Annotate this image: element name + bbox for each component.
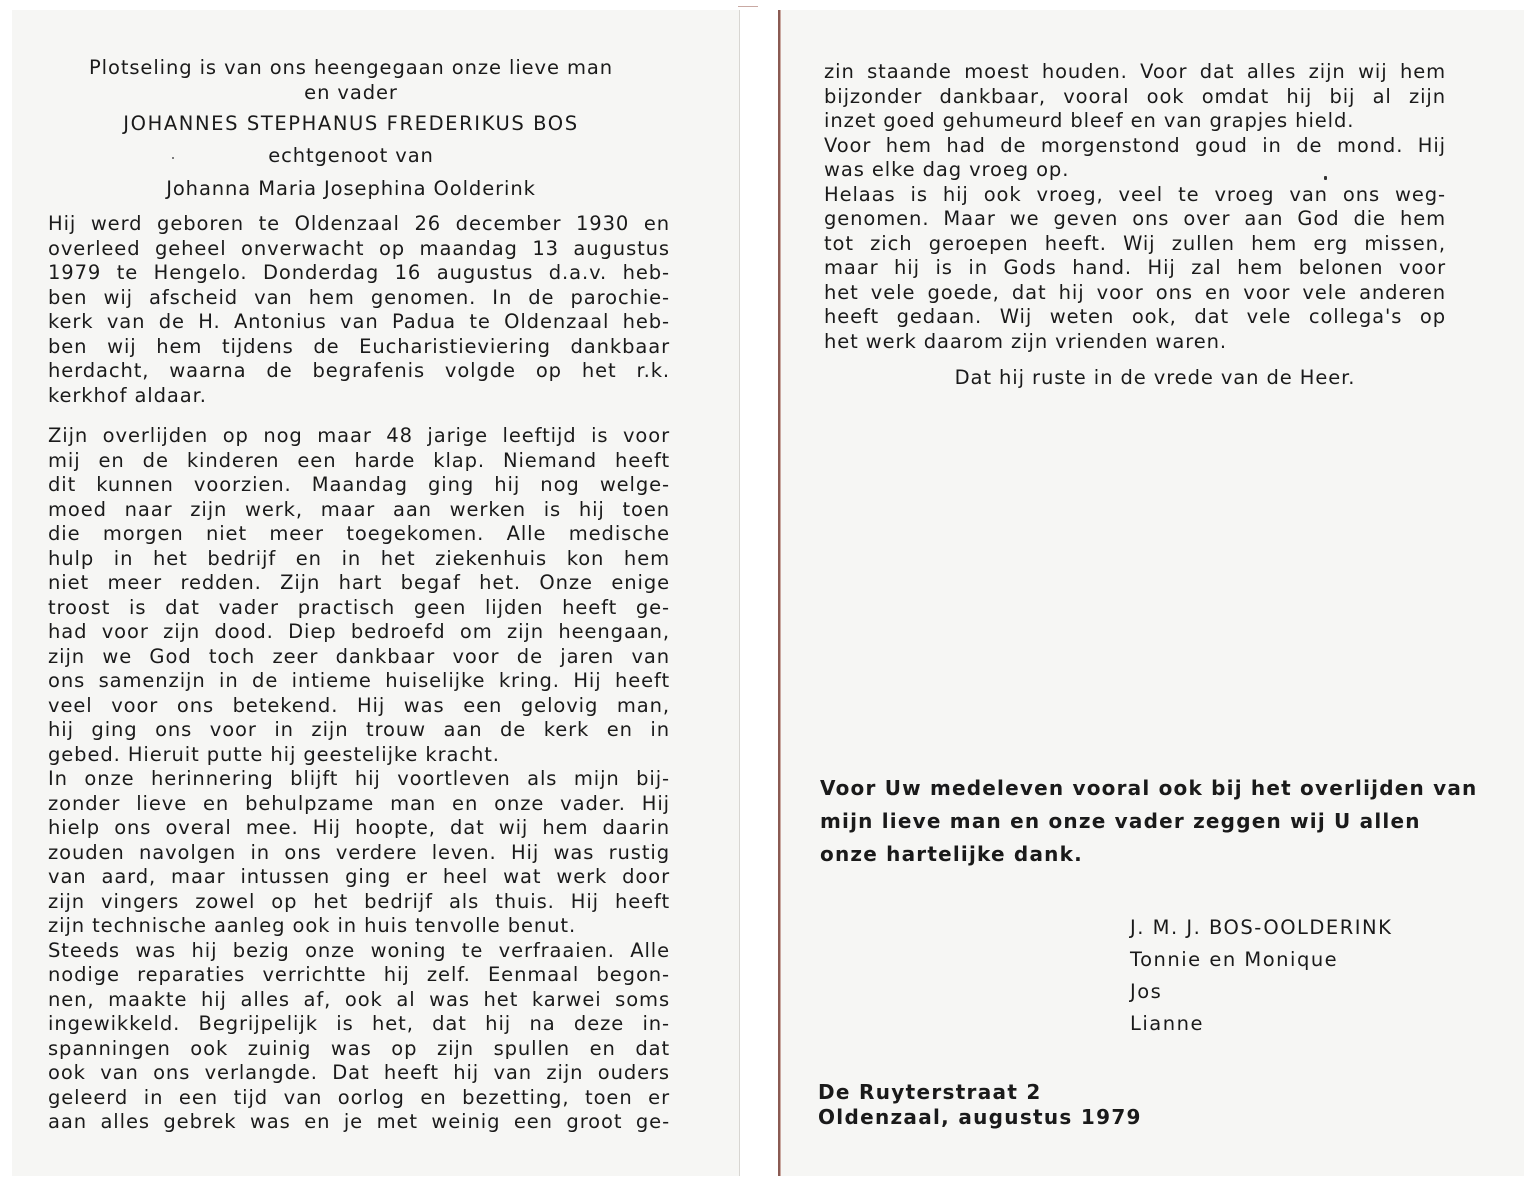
signer-name: J. M. J. BOS-OOLDERINK (1130, 916, 1393, 939)
text-line: zijn we God toch zeer dankbaar voor de jaren van (48, 644, 670, 668)
address-place-date: Oldenzaal, augustus 1979 (818, 1105, 1142, 1129)
text-line: inzet goed gehumeurd bleef en van grapjes hield. (824, 109, 1355, 132)
intro-line-2: en vader (304, 81, 398, 104)
text-line: troost is dat vader practisch geen lijden heeft ge- (48, 595, 670, 619)
text-line: bijzonder dankbaar, vooral ook omdat hij bij al zijn (824, 84, 1446, 108)
text-line: Zijn overlijden op nog maar 48 jarige leeftijd is voor (48, 424, 670, 447)
address-block (818, 1080, 1238, 1130)
text-line: die morgen niet meer toegekomen. Alle medische (48, 522, 670, 545)
deceased-name: JOHANNES STEPHANUS FREDERIKUS BOS (123, 112, 579, 135)
text-line: zijn vingers zowel op het bedrijf als thuis. Hij heeft (48, 889, 670, 913)
text-line: moed naar zijn werk, maar aan werken is hij toen (48, 497, 670, 521)
text-line: In onze herinnering blijft hij voortleven als mijn bij- (48, 767, 670, 790)
spouse-label: echtgenoot van (268, 144, 434, 167)
text-line: herdacht, waarna de begrafenis volgde op het r.k. (48, 359, 670, 382)
text-line: tot zich geroepen heeft. Wij zullen hem erg missen, (824, 231, 1446, 255)
text-line: ons samenzijn in de intieme huiselijke kring. Hij heeft (48, 669, 670, 692)
spouse-name: Johanna Maria Josephina Oolderink (166, 177, 536, 200)
text-line: gebed. Hieruit putte hij geestelijke kracht. (48, 742, 500, 766)
paragraph-birth-death (48, 212, 670, 408)
text-line: ook van ons verlangde. Dat heeft hij van zijn ouders (48, 1061, 670, 1084)
text-line: mijn lieve man en onze vader zeggen wij U allen (820, 809, 1421, 833)
paragraph-continuation (824, 60, 1446, 354)
text-line: Helaas is hij ook vroeg, veel te vroeg van ons weg- (824, 182, 1446, 206)
text-line: genomen. Maar we geven ons over aan God die hem (824, 207, 1446, 230)
signer-name: Lianne (1130, 1012, 1204, 1035)
text-line: zijn technische aanleg ook in huis tenvolle benut. (48, 914, 577, 937)
address-street: De Ruyterstraat 2 (818, 1080, 1042, 1104)
signer-name: Jos (1130, 980, 1163, 1003)
text-line: geleerd in een tijd van oorlog en bezetting, toen er (48, 1085, 670, 1109)
text-line: ben wij afscheid van hem genomen. In de parochie- (48, 285, 670, 309)
text-line: spanningen ook zuinig was op zijn spullen en dat (48, 1036, 670, 1060)
text-line: mij en de kinderen een harde klap. Niemand heeft (48, 448, 670, 472)
text-line: hielp ons overal mee. Hij hoopte, dat wij hem daarin (48, 816, 670, 839)
text-line: hij ging ons voor in zijn trouw aan de kerk en in (48, 718, 670, 741)
closing-prayer: Dat hij ruste in de vrede van de Heer. (954, 366, 1356, 389)
fold-mark (738, 6, 758, 11)
thanks-message (820, 772, 1478, 871)
text-line: onze hartelijke dank. (820, 842, 1083, 866)
text-line: niet meer redden. Zijn hart begaf het. Onze enige (48, 571, 670, 594)
text-line: maar hij is in Gods hand. Hij zal hem belonen voor (824, 256, 1446, 279)
text-line: Voor hem had de morgenstond goud in de mond. Hij (824, 133, 1446, 157)
text-line: overleed geheel onverwacht op maandag 13 augustus (48, 236, 670, 260)
text-line: Steeds was hij bezig onze woning te verfraaien. Alle (48, 938, 670, 962)
text-line: heeft gedaan. Wij weten ook, dat vele collega's op (824, 305, 1446, 328)
text-line: kerk van de H. Antonius van Padua te Oldenzaal heb- (48, 310, 670, 333)
text-line: kerkhof aldaar. (48, 383, 207, 407)
text-line: 1979 te Hengelo. Donderdag 16 augustus d.a.v. heb- (48, 261, 670, 284)
signers-list (1130, 912, 1450, 1040)
text-line: Hij werd geboren te Oldenzaal 26 december 1930 en (48, 212, 670, 235)
paragraph-remembrance (48, 424, 670, 1135)
text-line: dit kunnen voorzien. Maandag ging hij nog welge- (48, 473, 670, 496)
text-line: het vele goede, dat hij voor ons en voor vele anderen (824, 280, 1446, 304)
text-line: van aard, maar intussen ging er heel wat werk door (48, 865, 670, 888)
text-line: aan alles gebrek was en je met weinig een groot ge- (48, 1110, 670, 1133)
signer-name: Tonnie en Monique (1130, 948, 1339, 971)
text-line: ben wij hem tijdens de Eucharistieviering dankbaar (48, 334, 670, 358)
text-line: was elke dag vroeg op. (824, 158, 1070, 181)
text-line: zin staande moest houden. Voor dat alles zijn wij hem (824, 60, 1446, 83)
text-line: veel voor ons betekend. Hij was een gelovig man, (48, 693, 670, 717)
text-line: Voor Uw medeleven vooral ook bij het overlijden van (820, 776, 1478, 800)
text-line: nen, maakte hij alles af, ook al was het karwei soms (48, 987, 670, 1011)
text-line: hulp in het bedrijf en in het ziekenhuis kon hem (48, 546, 670, 570)
text-line: zonder lieve en behulpzame man en onze vader. Hij (48, 791, 670, 815)
text-line: zouden navolgen in ons verdere leven. Hij was rustig (48, 840, 670, 864)
print-speck (1324, 176, 1327, 180)
text-line: ingewikkeld. Begrijpelijk is het, dat hij na deze in- (48, 1012, 670, 1035)
text-line: het werk daarom zijn vrienden waren. (824, 329, 1227, 353)
text-line: nodige reparaties verrichtte hij zelf. Eenmaal begon- (48, 963, 670, 986)
text-line: had voor zijn dood. Diep bedroefd om zijn heengaan, (48, 620, 670, 643)
intro-line-1: Plotseling is van ons heengegaan onze lieve man (89, 56, 613, 79)
